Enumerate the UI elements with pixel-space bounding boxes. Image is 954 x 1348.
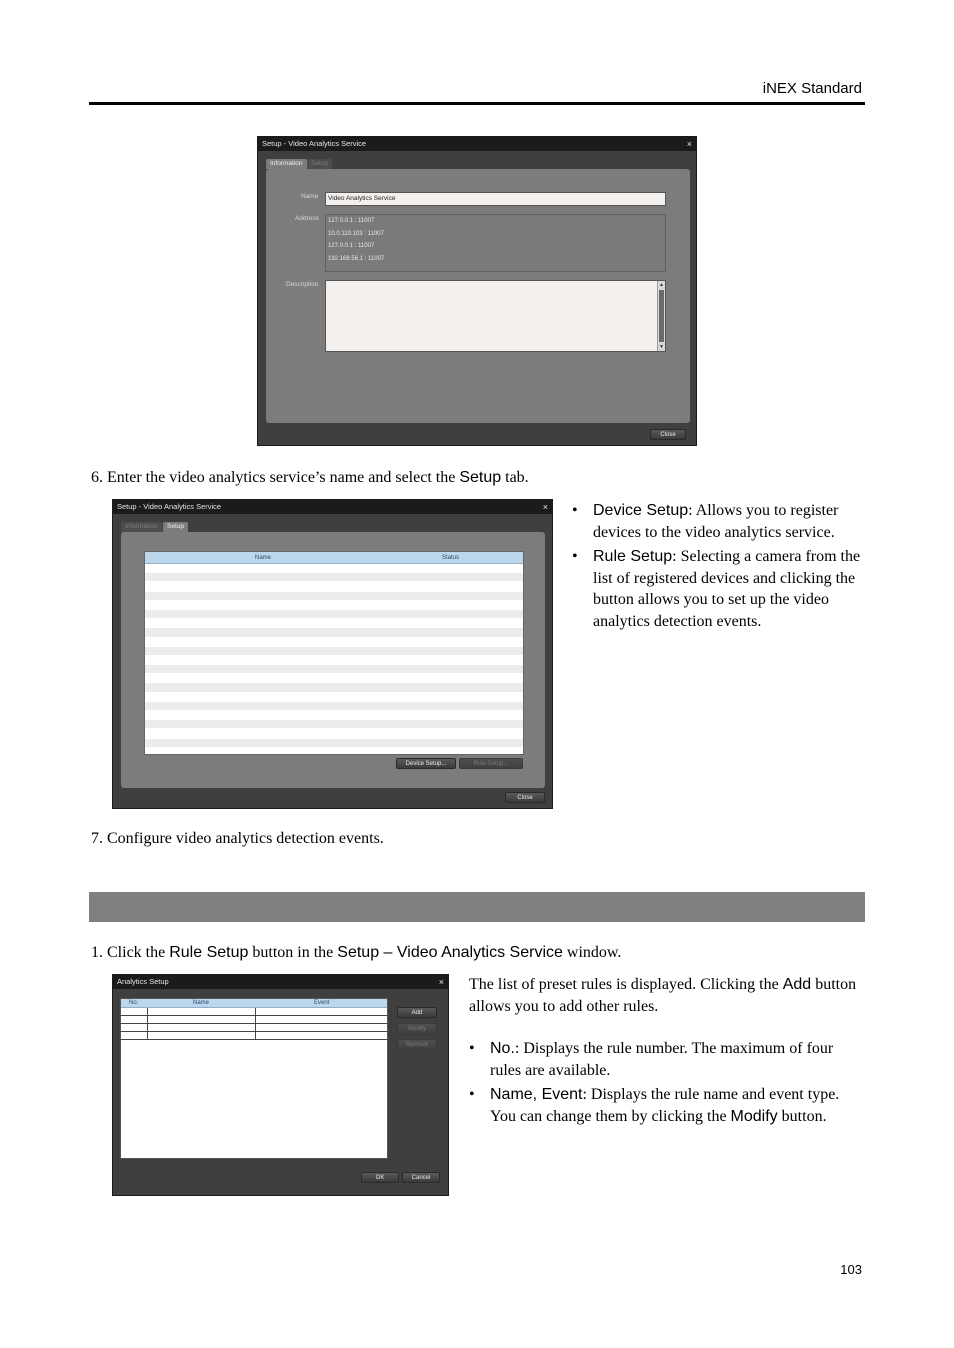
ui-term-add: Add <box>782 976 812 993</box>
bullet-no <box>469 1038 864 1081</box>
information-panel <box>266 169 690 423</box>
step-number: 6. <box>91 469 103 486</box>
address-item: 127.0.0.1 : 11007 <box>328 218 375 224</box>
window-title: Setup - Video Analytics Service <box>113 500 552 514</box>
modify-button[interactable]: Modify <box>397 1023 437 1034</box>
column-event[interactable]: Event <box>314 1000 330 1006</box>
device-grid[interactable] <box>144 551 524 755</box>
step-text: Enter the video analytics service’s name and select the <box>107 469 460 486</box>
step-text-end: window. <box>562 944 622 961</box>
table-row[interactable] <box>145 674 523 683</box>
add-button[interactable]: Add <box>397 1007 437 1018</box>
header-title: iNEX Standard <box>762 80 862 97</box>
address-list <box>325 214 666 272</box>
tab-information[interactable]: Information <box>121 522 162 532</box>
device-setup-button[interactable]: Device Setup... <box>396 758 456 769</box>
section-bar <box>89 892 865 922</box>
rules-bullets <box>469 1038 864 1127</box>
rules-table-header <box>121 999 387 1008</box>
scroll-down-icon[interactable]: ▼ <box>659 344 664 350</box>
address-item: 10.0.110.103 : 11007 <box>328 230 384 237</box>
window-title: Setup - Video Analytics Service <box>258 137 696 151</box>
table-row[interactable] <box>145 683 523 692</box>
cancel-button[interactable]: Cancel <box>402 1172 440 1183</box>
step-text-mid: button in the <box>248 944 338 961</box>
page-number: 103 <box>840 1262 862 1277</box>
ui-term: Device Setup <box>593 502 689 519</box>
table-row[interactable] <box>145 711 523 720</box>
ui-term-window: Setup – Video Analytics Service <box>337 944 563 961</box>
description-label: Description <box>286 281 319 288</box>
header-rule <box>89 102 865 105</box>
grid-header <box>145 552 523 564</box>
table-row[interactable] <box>145 601 523 610</box>
step-7 <box>91 828 861 850</box>
close-button[interactable]: Close <box>505 792 545 803</box>
setup-panel <box>121 532 545 788</box>
table-row[interactable] <box>145 564 523 573</box>
tab-setup[interactable]: Setup <box>307 159 332 169</box>
table-row[interactable] <box>145 628 523 637</box>
scroll-up-icon[interactable]: ▲ <box>659 282 664 288</box>
ui-term: No. <box>490 1040 515 1057</box>
bullet-text: : Displays the rule number. The maximum of four rules are available. <box>490 1040 834 1079</box>
close-icon[interactable]: × <box>438 977 444 987</box>
table-row[interactable] <box>145 573 523 582</box>
bullet-name-event <box>469 1084 864 1127</box>
step-text: Click the <box>107 944 170 961</box>
step-6 <box>91 467 861 489</box>
column-name[interactable]: Name <box>193 1000 210 1006</box>
analytics-setup-window <box>112 974 449 1196</box>
close-button[interactable]: Close <box>650 429 686 440</box>
setup-window-information <box>257 136 697 446</box>
bullet-text: : Displays the rule name and event type. You can change them by clicking the <box>490 1086 840 1125</box>
setup-window-setup <box>112 499 553 809</box>
intro-text: The list of preset rules is displayed. Clicking the <box>469 976 783 993</box>
tab-information[interactable]: Information <box>266 159 307 169</box>
table-row[interactable] <box>121 1032 387 1040</box>
intro-text-end: button allows you to add other rules. <box>469 976 857 1015</box>
table-row[interactable] <box>145 702 523 711</box>
table-row[interactable] <box>145 656 523 665</box>
ui-term: Rule Setup <box>593 548 673 565</box>
window-title: Analytics Setup <box>113 975 448 989</box>
name-input[interactable]: Video Analytics Service <box>325 192 666 206</box>
step-text: Configure video analytics detection events. <box>107 830 384 847</box>
column-no[interactable]: No. <box>129 1000 139 1006</box>
table-row[interactable] <box>121 1024 387 1032</box>
table-row[interactable] <box>145 720 523 729</box>
table-row[interactable] <box>145 693 523 702</box>
tab-setup[interactable]: Setup <box>163 522 188 532</box>
bullet-rule-setup <box>572 546 864 632</box>
ui-term-setup: Setup <box>459 469 502 486</box>
column-status[interactable]: Status <box>442 555 460 561</box>
table-row[interactable] <box>145 592 523 601</box>
address-item: 192.168.56.1 : 11007 <box>328 255 385 262</box>
table-row[interactable] <box>145 739 523 748</box>
table-row[interactable] <box>145 610 523 619</box>
scroll-thumb[interactable] <box>659 290 664 342</box>
close-icon[interactable]: × <box>686 139 692 149</box>
rule-setup-button[interactable]: Rule Setup... <box>459 758 523 769</box>
ui-term-rule-setup: Rule Setup <box>169 944 249 961</box>
table-row[interactable] <box>145 729 523 738</box>
bullet-text: : Allows you to register devices to the video analytics service. <box>593 502 839 541</box>
step-1 <box>91 942 861 964</box>
rules-table[interactable] <box>120 998 388 1159</box>
bullet-device-setup <box>572 500 864 543</box>
table-row[interactable] <box>145 582 523 591</box>
column-name[interactable]: Name <box>255 555 272 561</box>
address-label: Address <box>295 215 319 222</box>
step-number: 1. <box>91 944 103 961</box>
table-row[interactable] <box>145 647 523 656</box>
table-row[interactable] <box>145 619 523 628</box>
table-row[interactable] <box>145 665 523 674</box>
description-scrollbar[interactable] <box>657 281 665 351</box>
table-row[interactable] <box>121 1016 387 1024</box>
bullet-text-end: button. <box>777 1107 827 1125</box>
ok-button[interactable]: OK <box>361 1172 399 1183</box>
step-number: 7. <box>91 830 103 847</box>
bullet-text: : Selecting a camera from the list of registered devices and clicking the button allows you to set up the video analytics detection events. <box>593 548 861 630</box>
step-text-end: tab. <box>501 469 529 486</box>
description-textarea[interactable] <box>325 280 666 352</box>
table-row[interactable] <box>145 638 523 647</box>
close-icon[interactable]: × <box>542 502 548 512</box>
setup-bullets <box>572 500 864 632</box>
table-row[interactable] <box>121 1008 387 1016</box>
name-label: Name <box>301 193 319 200</box>
remove-button[interactable]: Remove <box>397 1039 437 1050</box>
address-item: 127.0.0.1 : 11007 <box>328 243 375 249</box>
ui-term-modify: Modify <box>730 1107 778 1125</box>
ui-term: Name, Event <box>490 1086 583 1103</box>
rules-intro <box>469 974 864 1018</box>
